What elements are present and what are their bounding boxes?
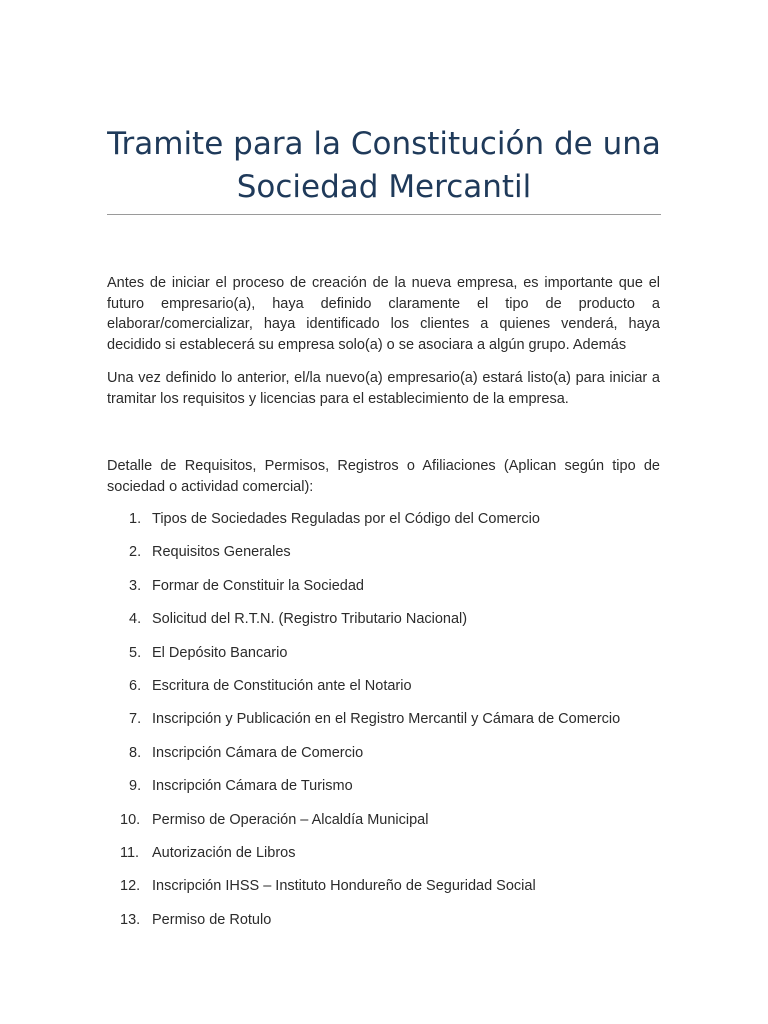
list-item bbox=[107, 709, 660, 742]
list-item-text: Inscripción Cámara de Turismo bbox=[152, 778, 353, 795]
list-item-number: 11. bbox=[120, 844, 140, 861]
list-item bbox=[107, 509, 660, 542]
list-item bbox=[107, 542, 660, 575]
list-item-number: 2. bbox=[129, 544, 142, 561]
list-item bbox=[107, 843, 660, 876]
list-item bbox=[107, 676, 660, 709]
list-item-text: Permiso de Rotulo bbox=[152, 911, 272, 928]
requirements-heading: Detalle de Requisitos, Permisos, Registros o Afiliaciones (Aplican según tipo de sociedad o actividad comercial): bbox=[107, 458, 660, 495]
list-item-text: El Depósito Bancario bbox=[152, 644, 288, 661]
list-item-number: 9. bbox=[129, 778, 142, 795]
list-item-text: Inscripción IHSS – Instituto Hondureño de Seguridad Social bbox=[152, 878, 536, 895]
list-item-text: Inscripción y Publicación en el Registro Mercantil y Cámara de Comercio bbox=[152, 711, 621, 728]
list-item bbox=[107, 609, 660, 642]
list-item-text: Requisitos Generales bbox=[152, 544, 291, 561]
list-item bbox=[107, 643, 660, 676]
list-item-number: 4. bbox=[129, 611, 142, 628]
list-item-number: 3. bbox=[129, 577, 142, 594]
list-item-number: 5. bbox=[129, 644, 142, 661]
list-item-text: Tipos de Sociedades Reguladas por el Código del Comercio bbox=[152, 511, 540, 527]
list-item-number: 12. bbox=[120, 878, 141, 895]
list-item-text: Autorización de Libros bbox=[152, 844, 296, 861]
followup-paragraph: Una vez definido lo anterior, el/la nuevo(a) empresario(a) estará listo(a) para iniciar a tramitar los requisitos y licencias para el establecimiento de la empresa. bbox=[107, 370, 660, 407]
list-item bbox=[107, 576, 660, 609]
list-item bbox=[107, 810, 660, 843]
list-item-text: Formar de Constituir la Sociedad bbox=[152, 577, 364, 594]
list-item-number: 7. bbox=[129, 711, 142, 728]
list-item-text: Permiso de Operación – Alcaldía Municipal bbox=[152, 811, 429, 828]
list-item-text: Escritura de Constitución ante el Notario bbox=[152, 677, 412, 694]
list-item-number: 10. bbox=[120, 811, 141, 828]
list-item bbox=[107, 743, 660, 776]
list-item bbox=[107, 776, 660, 809]
list-item-number: 8. bbox=[129, 744, 142, 761]
list-item-number: 13. bbox=[120, 911, 141, 928]
list-item bbox=[107, 910, 660, 943]
list-item-number: 1. bbox=[129, 511, 142, 527]
list-item-number: 6. bbox=[129, 677, 142, 694]
requirements-list bbox=[107, 509, 660, 943]
list-item bbox=[107, 876, 660, 909]
list-item-text: Solicitud del R.T.N. (Registro Tributario Nacional) bbox=[152, 611, 468, 628]
title-divider bbox=[107, 214, 661, 215]
intro-paragraph: Antes de iniciar el proceso de creación de la nueva empresa, es importante que el futuro empresario(a), haya definido claramente el tipo de producto a elaborar/comercializar, haya identificado los clientes a quienes venderá, haya decidido si establecerá su empresa solo(a) o se asociara a algún grupo. Además bbox=[107, 275, 660, 353]
document-title: Tramite para la Constitución de una Sociedad Mercantil bbox=[107, 126, 661, 205]
list-item-text: Inscripción Cámara de Comercio bbox=[152, 744, 364, 761]
